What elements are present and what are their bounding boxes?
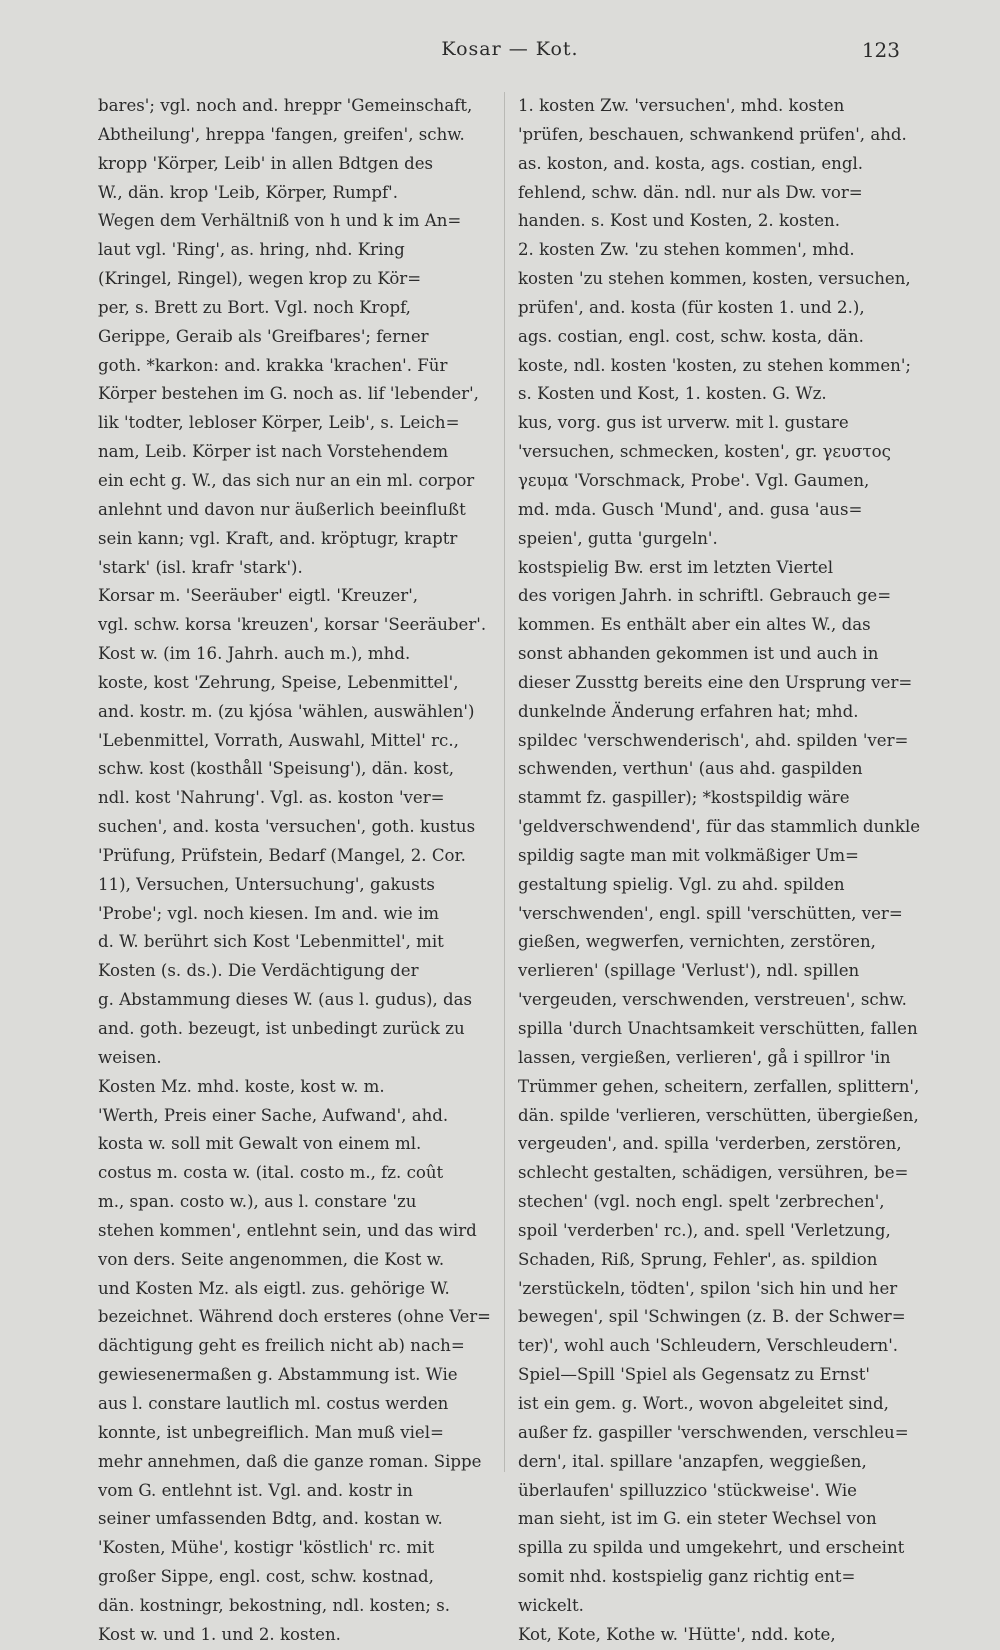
text-line: ist ein gem. g. Wort., wovon abgeleitet sind,	[518, 1393, 889, 1413]
text-line: prüfen', and. kosta (für kosten 1. und 2.),	[518, 297, 865, 317]
text-line: and. goth. bezeugt, ist unbedingt zurück zu	[98, 1019, 465, 1038]
text-line: ein echt g. W., das sich nur an ein ml. corpor	[98, 470, 475, 490]
text-line: gestaltung spielig. Vgl. zu ahd. spilden	[518, 874, 845, 894]
text-line: 'Probe'; vgl. noch kiesen. Im and. wie im	[98, 903, 440, 923]
text-line: costus m. costa w. (ital. costo m., fz. coût	[98, 1163, 444, 1183]
text-line: schwenden, verthun' (aus ahd. gaspilden	[518, 759, 863, 779]
text-line: 1. kosten Zw. 'versuchen', mhd. kosten	[518, 96, 845, 115]
text-line: und Kosten Mz. als eigtl. zus. gehörige W.	[98, 1278, 450, 1298]
text-line: Schaden, Riß, Sprung, Fehler', as. spildion	[518, 1249, 878, 1269]
text-line: 'Werth, Preis einer Sache, Aufwand', ahd.	[98, 1105, 449, 1125]
text-line: 'Prüfung, Prüfstein, Bedarf (Mangel, 2. Cor.	[98, 845, 466, 865]
text-line: ndl. kost 'Nahrung'. Vgl. as. koston 'ver=	[98, 788, 445, 808]
text-line: kropp 'Körper, Leib' in allen Bdtgen des	[98, 153, 434, 173]
text-line: 11), Versuchen, Untersuchung', gakusts	[98, 874, 435, 894]
text-line: lik 'todter, lebloser Körper, Leib', s. Leich=	[98, 413, 460, 433]
text-line: vom G. entlehnt ist. Vgl. and. kostr in	[98, 1480, 413, 1500]
text-line: ags. costian, engl. cost, schw. kosta, dän.	[518, 326, 864, 346]
text-line: bewegen', spil 'Schwingen (z. B. der Schwer=	[518, 1307, 906, 1327]
text-line: kosta w. soll mit Gewalt von einem ml.	[98, 1134, 422, 1154]
text-line: sonst abhanden gekommen ist und auch in	[518, 644, 879, 664]
text-line: 'geldverschwendend', für das stammlich dunkle	[518, 817, 921, 837]
text-line: kus, vorg. gus ist urverw. mit l. gustare	[518, 413, 849, 433]
text-line: konnte, ist unbegreiflich. Man muß viel=	[98, 1422, 444, 1442]
text-line: spoil 'verderben' rc.), and. spell 'Verletzung,	[518, 1220, 891, 1240]
page-number: 123	[861, 38, 900, 62]
text-line: m., span. costo w.), aus l. constare 'zu	[98, 1192, 417, 1212]
text-line: suchen', and. kosta 'versuchen', goth. kustus	[98, 817, 476, 837]
text-line: vgl. schw. korsa 'kreuzen', korsar 'Seeräuber'.	[98, 615, 487, 635]
text-line: anlehnt und davon nur äußerlich beeinflußt	[98, 499, 466, 519]
text-line: 'prüfen, beschauen, schwankend prüfen', ahd.	[518, 124, 907, 144]
text-line: Wegen dem Verhältniß von h und k im An=	[98, 211, 462, 231]
text-line: außer fz. gaspiller 'verschwenden, verschleu=	[518, 1422, 909, 1442]
text-line: kostspielig Bw. erst im letzten Viertel	[518, 557, 834, 577]
text-line: goth. *karkon: and. krakka 'krachen'. Für	[98, 355, 448, 375]
left-column	[98, 92, 491, 1650]
column-divider	[504, 92, 505, 1472]
text-line: des vorigen Jahrh. in schriftl. Gebrauch ge=	[518, 586, 892, 606]
text-line: gewiesenermaßen g. Abstammung ist. Wie	[98, 1365, 458, 1385]
text-line: dieser Zussttg bereits eine den Ursprung ver=	[518, 672, 913, 692]
text-line: schlecht gestalten, schädigen, versühren, be=	[518, 1163, 909, 1183]
text-line: wickelt.	[518, 1595, 584, 1615]
text-line: Kost w. und 1. und 2. kosten.	[98, 1624, 341, 1644]
text-line: 'Kosten, Mühe', kostigr 'köstlich' rc. mit	[98, 1538, 435, 1558]
text-line: handen. s. Kost und Kosten, 2. kosten.	[518, 211, 840, 231]
text-line: spildec 'verschwenderisch', ahd. spilden 'ver=	[518, 730, 909, 750]
text-line: dunkelnde Änderung erfahren hat; mhd.	[518, 701, 859, 721]
text-line: Gerippe, Geraib als 'Greifbares'; ferner	[98, 326, 429, 346]
right-column	[518, 92, 922, 1650]
text-line: g. Abstammung dieses W. (aus l. gudus), das	[98, 990, 473, 1010]
text-line: Korsar m. 'Seeräuber' eigtl. 'Kreuzer',	[98, 586, 419, 606]
text-line: weisen.	[98, 1047, 162, 1067]
text-line: Spiel—Spill 'Spiel als Gegensatz zu Ernst'	[518, 1365, 870, 1385]
text-line: spildig sagte man mit volkmäßiger Um=	[518, 845, 859, 865]
text-line: dern', ital. spillare 'anzapfen, weggießen,	[518, 1451, 867, 1471]
text-line: stechen' (vgl. noch engl. spelt 'zerbrechen',	[518, 1192, 885, 1212]
text-line: von ders. Seite angenommen, die Kost w.	[98, 1249, 445, 1269]
text-line: spilla 'durch Unachtsamkeit verschütten, fallen	[518, 1019, 918, 1038]
text-line: stammt fz. gaspiller); *kostspildig wäre	[518, 788, 850, 808]
text-line: and. kostr. m. (zu kjósa 'wählen, auswählen')	[98, 701, 475, 721]
text-line: speien', gutta 'gurgeln'.	[518, 528, 718, 548]
text-line: überlaufen' spilluzzico 'stückweise'. Wie	[518, 1480, 857, 1500]
text-line: vergeuden', and. spilla 'verderben, zerstören,	[518, 1134, 902, 1154]
text-line: 'Lebenmittel, Vorrath, Auswahl, Mittel' rc.,	[98, 730, 459, 750]
text-line: s. Kosten und Kost, 1. kosten. G. Wz.	[518, 384, 827, 404]
running-head: Kosar — Kot.	[441, 38, 579, 60]
text-line: nam, Leib. Körper ist nach Vorstehendem	[98, 442, 449, 462]
text-line: 'versuchen, schmecken, kosten', gr. γευστος	[518, 442, 891, 462]
text-line: as. koston, and. kosta, ags. costian, engl.	[518, 153, 864, 173]
text-line: stehen kommen', entlehnt sein, und das wird	[98, 1220, 477, 1240]
text-line: sein kann; vgl. Kraft, and. kröptugr, kraptr	[98, 528, 458, 548]
text-line: 2. kosten Zw. 'zu stehen kommen', mhd.	[518, 240, 855, 260]
text-line: md. mda. Gusch 'Mund', and. gusa 'aus=	[518, 499, 863, 519]
text-line: per, s. Brett zu Bort. Vgl. noch Kropf,	[98, 297, 411, 317]
text-line: (Kringel, Ringel), wegen krop zu Kör=	[98, 269, 422, 289]
text-line: seiner umfassenden Bdtg, and. kostan w.	[98, 1509, 443, 1529]
text-line: dächtigung geht es freilich nicht ab) nach=	[98, 1336, 465, 1356]
text-line: 'vergeuden, verschwenden, verstreuen', schw.	[518, 990, 907, 1010]
page-header	[0, 38, 1000, 70]
text-line: Körper bestehen im G. noch as. lif 'lebender',	[98, 384, 479, 404]
text-line: Abtheilung', hreppa 'fangen, greifen', schw.	[98, 124, 465, 144]
text-line: 'verschwenden', engl. spill 'verschütten, ver=	[518, 903, 903, 923]
text-line: fehlend, schw. dän. ndl. nur als Dw. vor=	[518, 182, 863, 202]
text-line: bares'; vgl. noch and. hreppr 'Gemeinschaft,	[98, 96, 473, 115]
text-line: spilla zu spilda und umgekehrt, und erscheint	[518, 1538, 905, 1558]
text-line: dän. kostningr, bekostning, ndl. kosten; s.	[98, 1595, 451, 1615]
text-line: laut vgl. 'Ring', as. hring, nhd. Kring	[98, 240, 405, 260]
text-line: koste, kost 'Zehrung, Speise, Lebenmittel',	[98, 672, 459, 692]
text-line: d. W. berührt sich Kost 'Lebenmittel', mit	[98, 932, 444, 952]
text-line: Kosten Mz. mhd. koste, kost w. m.	[98, 1076, 385, 1096]
text-line: 'zerstückeln, tödten', spilon 'sich hin und her	[518, 1278, 898, 1298]
text-line: ter)', wohl auch 'Schleudern, Verschleudern'.	[518, 1336, 899, 1356]
text-line: kommen. Es enthält aber ein altes W., das	[518, 615, 871, 635]
text-line: gießen, wegwerfen, vernichten, zerstören,	[518, 932, 876, 952]
text-line: schw. kost (kosthåll 'Speisung'), dän. kost,	[98, 759, 454, 779]
text-line: somit nhd. kostspielig ganz richtig ent=	[518, 1567, 856, 1587]
text-line: Kot, Kote, Kothe w. 'Hütte', ndd. kote,	[518, 1624, 836, 1644]
text-line: Kost w. (im 16. Jahrh. auch m.), mhd.	[98, 644, 411, 664]
text-line: aus l. constare lautlich ml. costus werden	[98, 1393, 449, 1413]
text-line: großer Sippe, engl. cost, schw. kostnad,	[98, 1567, 434, 1587]
text-line: Trümmer gehen, scheitern, zerfallen, splittern',	[518, 1076, 920, 1096]
text-line: koste, ndl. kosten 'kosten, zu stehen kommen';	[518, 355, 911, 375]
text-line: 'stark' (isl. krafr 'stark').	[98, 557, 303, 577]
text-line: bezeichnet. Während doch ersteres (ohne Ver=	[98, 1307, 491, 1327]
text-line: mehr annehmen, daß die ganze roman. Sippe	[98, 1451, 482, 1471]
text-line: Kosten (s. ds.). Die Verdächtigung der	[98, 961, 419, 981]
text-line: kosten 'zu stehen kommen, kosten, versuchen,	[518, 269, 911, 289]
text-line: verlieren' (spillage 'Verlust'), ndl. spillen	[518, 961, 860, 981]
text-line: γευμα 'Vorschmack, Probe'. Vgl. Gaumen,	[518, 470, 870, 490]
text-line: dän. spilde 'verlieren, verschütten, übergießen,	[518, 1105, 919, 1125]
text-line: man sieht, ist im G. ein steter Wechsel von	[518, 1509, 877, 1529]
text-line: lassen, vergießen, verlieren', gå i spillror 'in	[518, 1047, 891, 1067]
text-line: W., dän. krop 'Leib, Körper, Rumpf'.	[98, 182, 398, 202]
